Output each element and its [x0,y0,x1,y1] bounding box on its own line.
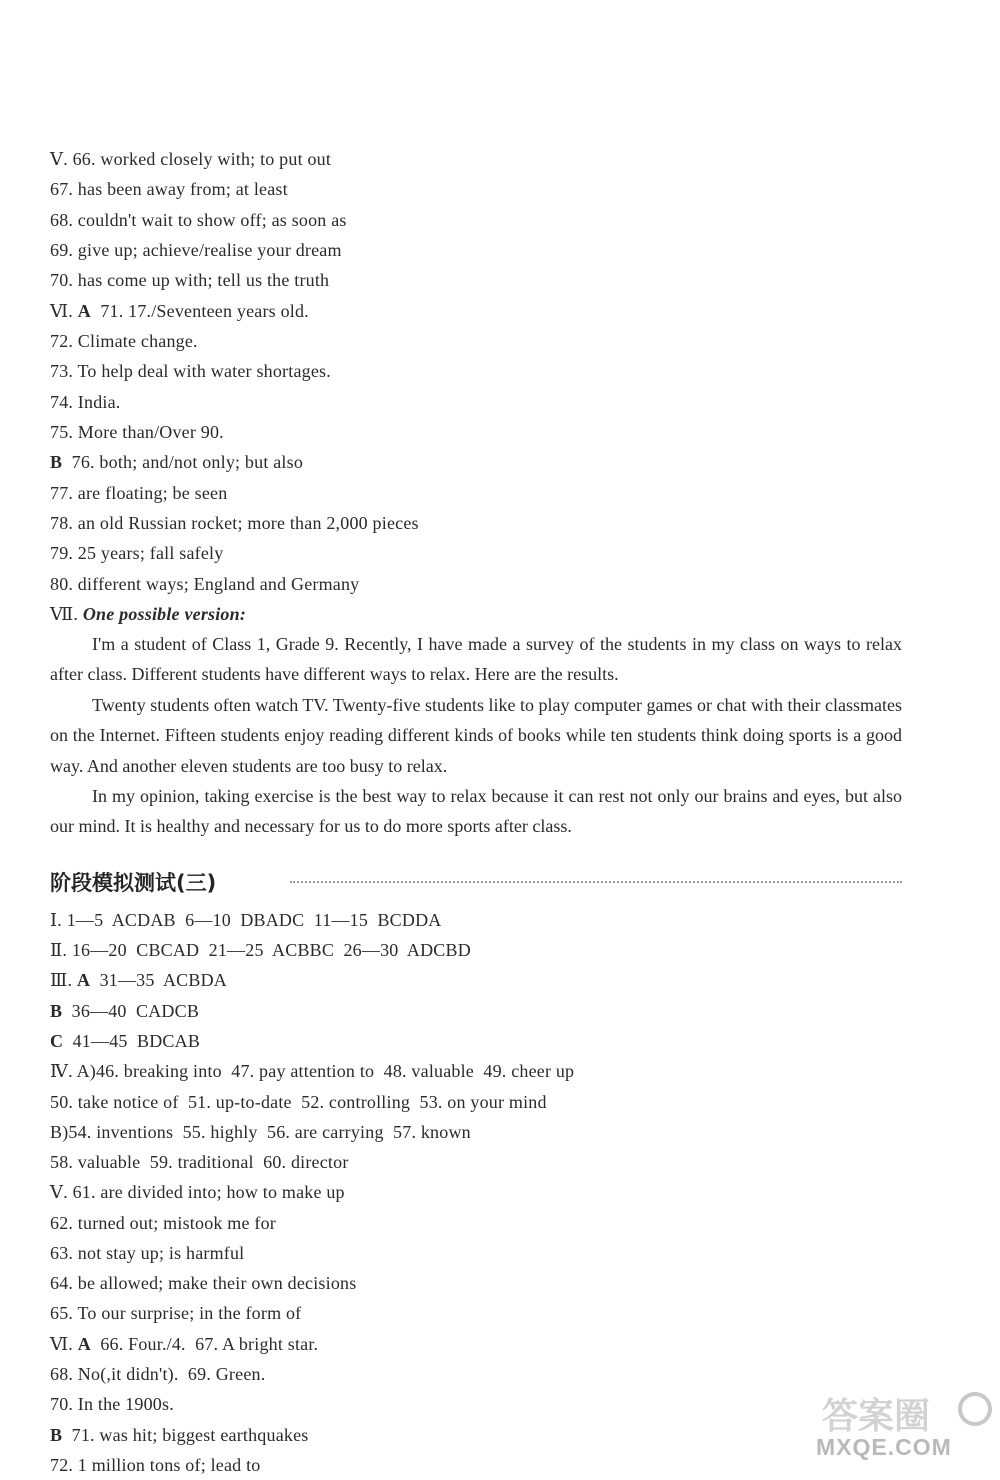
answer-line-vii [50,599,246,629]
answer-line-68: 68. couldn't wait to show off; as soon as [50,210,347,230]
part-label-a: A [76,970,91,990]
answer-text: 71. 17./Seventeen years old. [100,301,309,321]
answer-line-70: 70. In the 1900s. [50,1394,174,1414]
answer-line-80: 80. different ways; England and Germany [50,574,360,594]
answer-line-67: 67. has been away from; at least [50,179,288,199]
answer-line-iii-b [50,996,199,1026]
answer-line-72: 72. 1 million tons of; lead to [50,1455,261,1475]
part-label-b: B [50,1425,63,1445]
answer-line-78: 78. an old Russian rocket; more than 2,000 pieces [50,513,419,533]
answer-text: 76. both; and/not only; but also [71,452,304,472]
answer-line-64: 64. be allowed; make their own decisions [50,1273,357,1293]
answer-line-vi-71 [50,296,309,326]
answer-line-v-66: Ⅴ. 66. worked closely with; to put out [50,149,332,169]
answer-line-77: 77. are floating; be seen [50,483,228,503]
answer-text: 31—35 ACBDA [99,970,227,990]
part-label-c: C [50,1031,64,1051]
section-marker: Ⅲ. [50,970,73,990]
part-label-a: A [77,1334,91,1354]
answer-line-62: 62. turned out; mistook me for [50,1213,276,1233]
answer-text: 41—45 BDCAB [72,1031,201,1051]
section-marker: Ⅵ. [50,1334,74,1354]
section-marker: Ⅵ. [50,301,74,321]
dotted-divider [290,881,902,883]
answer-line-75: 75. More than/Over 90. [50,422,224,442]
model-essay-label: One possible version: [82,604,247,624]
section-marker: Ⅶ. [50,604,79,624]
answer-line-iv-a: Ⅳ. A)46. breaking into 47. pay attention to 48. valuable 49. cheer up [50,1061,575,1081]
answer-line-58: 58. valuable 59. traditional 60. director [50,1152,349,1172]
answer-line-ii: Ⅱ. 16—20 CBCAD 21—25 ACBBC 26—30 ADCBD [50,940,471,960]
essay-paragraph-1: I'm a student of Class 1, Grade 9. Recently, I have made a survey of the students in my class on ways to relax after class. Different students have different ways to relax. Here are the results. [50,634,902,685]
section-heading [50,866,902,900]
watermark-site: MXQE.COM [816,1434,952,1460]
answer-line-v-61: Ⅴ. 61. are divided into; how to make up [50,1182,345,1202]
watermark-logo: 答案圈 [822,1396,931,1437]
answer-line-68: 68. No(,it didn't). 69. Green. [50,1364,266,1384]
answer-line-74: 74. India. [50,392,121,412]
answer-text: 71. was hit; biggest earthquakes [71,1425,309,1445]
answer-line-iii-c [50,1026,200,1056]
answer-line-79: 79. 25 years; fall safely [50,543,224,563]
part-label-a: A [77,301,91,321]
answer-text: 66. Four./4. 67. A bright star. [100,1334,319,1354]
answer-line-65: 65. To our surprise; in the form of [50,1303,302,1323]
answer-line-69: 69. give up; achieve/realise your dream [50,240,342,260]
watermark-seal-icon [958,1392,992,1426]
essay-paragraph-2: Twenty students often watch TV. Twenty-five students like to play computer games or chat with their classmates on the Internet. Fifteen students enjoy reading different kinds of books while ten students think doing sports is a good way. And another eleven students are too busy to relax. [50,695,902,776]
answer-line-iii-a [50,965,227,995]
answer-line-iv-b: B)54. inventions 55. highly 56. are carrying 57. known [50,1122,471,1142]
answer-line-i: Ⅰ. 1—5 ACDAB 6—10 DBADC 11—15 BCDDA [50,910,442,930]
answer-line-72: 72. Climate change. [50,331,198,351]
essay-paragraph-3: In my opinion, taking exercise is the best way to relax because it can rest not only our brains and eyes, but also our mind. It is healthy and necessary for us to do more sports after class. [50,786,902,837]
answer-line-73: 73. To help deal with water shortages. [50,361,331,381]
answer-text: 36—40 CADCB [71,1001,200,1021]
answer-line-b-71 [50,1420,308,1450]
section-title: 阶段模拟测试(三) [50,871,217,895]
answer-line-63: 63. not stay up; is harmful [50,1243,245,1263]
site-watermark [808,1388,996,1468]
part-label-b: B [50,1001,63,1021]
answer-line-vi-a [50,1329,318,1359]
answer-line-70: 70. has come up with; tell us the truth [50,270,330,290]
part-label-b: B [50,452,63,472]
answer-line-b-76 [50,447,303,477]
answer-line-50: 50. take notice of 51. up-to-date 52. controlling 53. on your mind [50,1092,547,1112]
